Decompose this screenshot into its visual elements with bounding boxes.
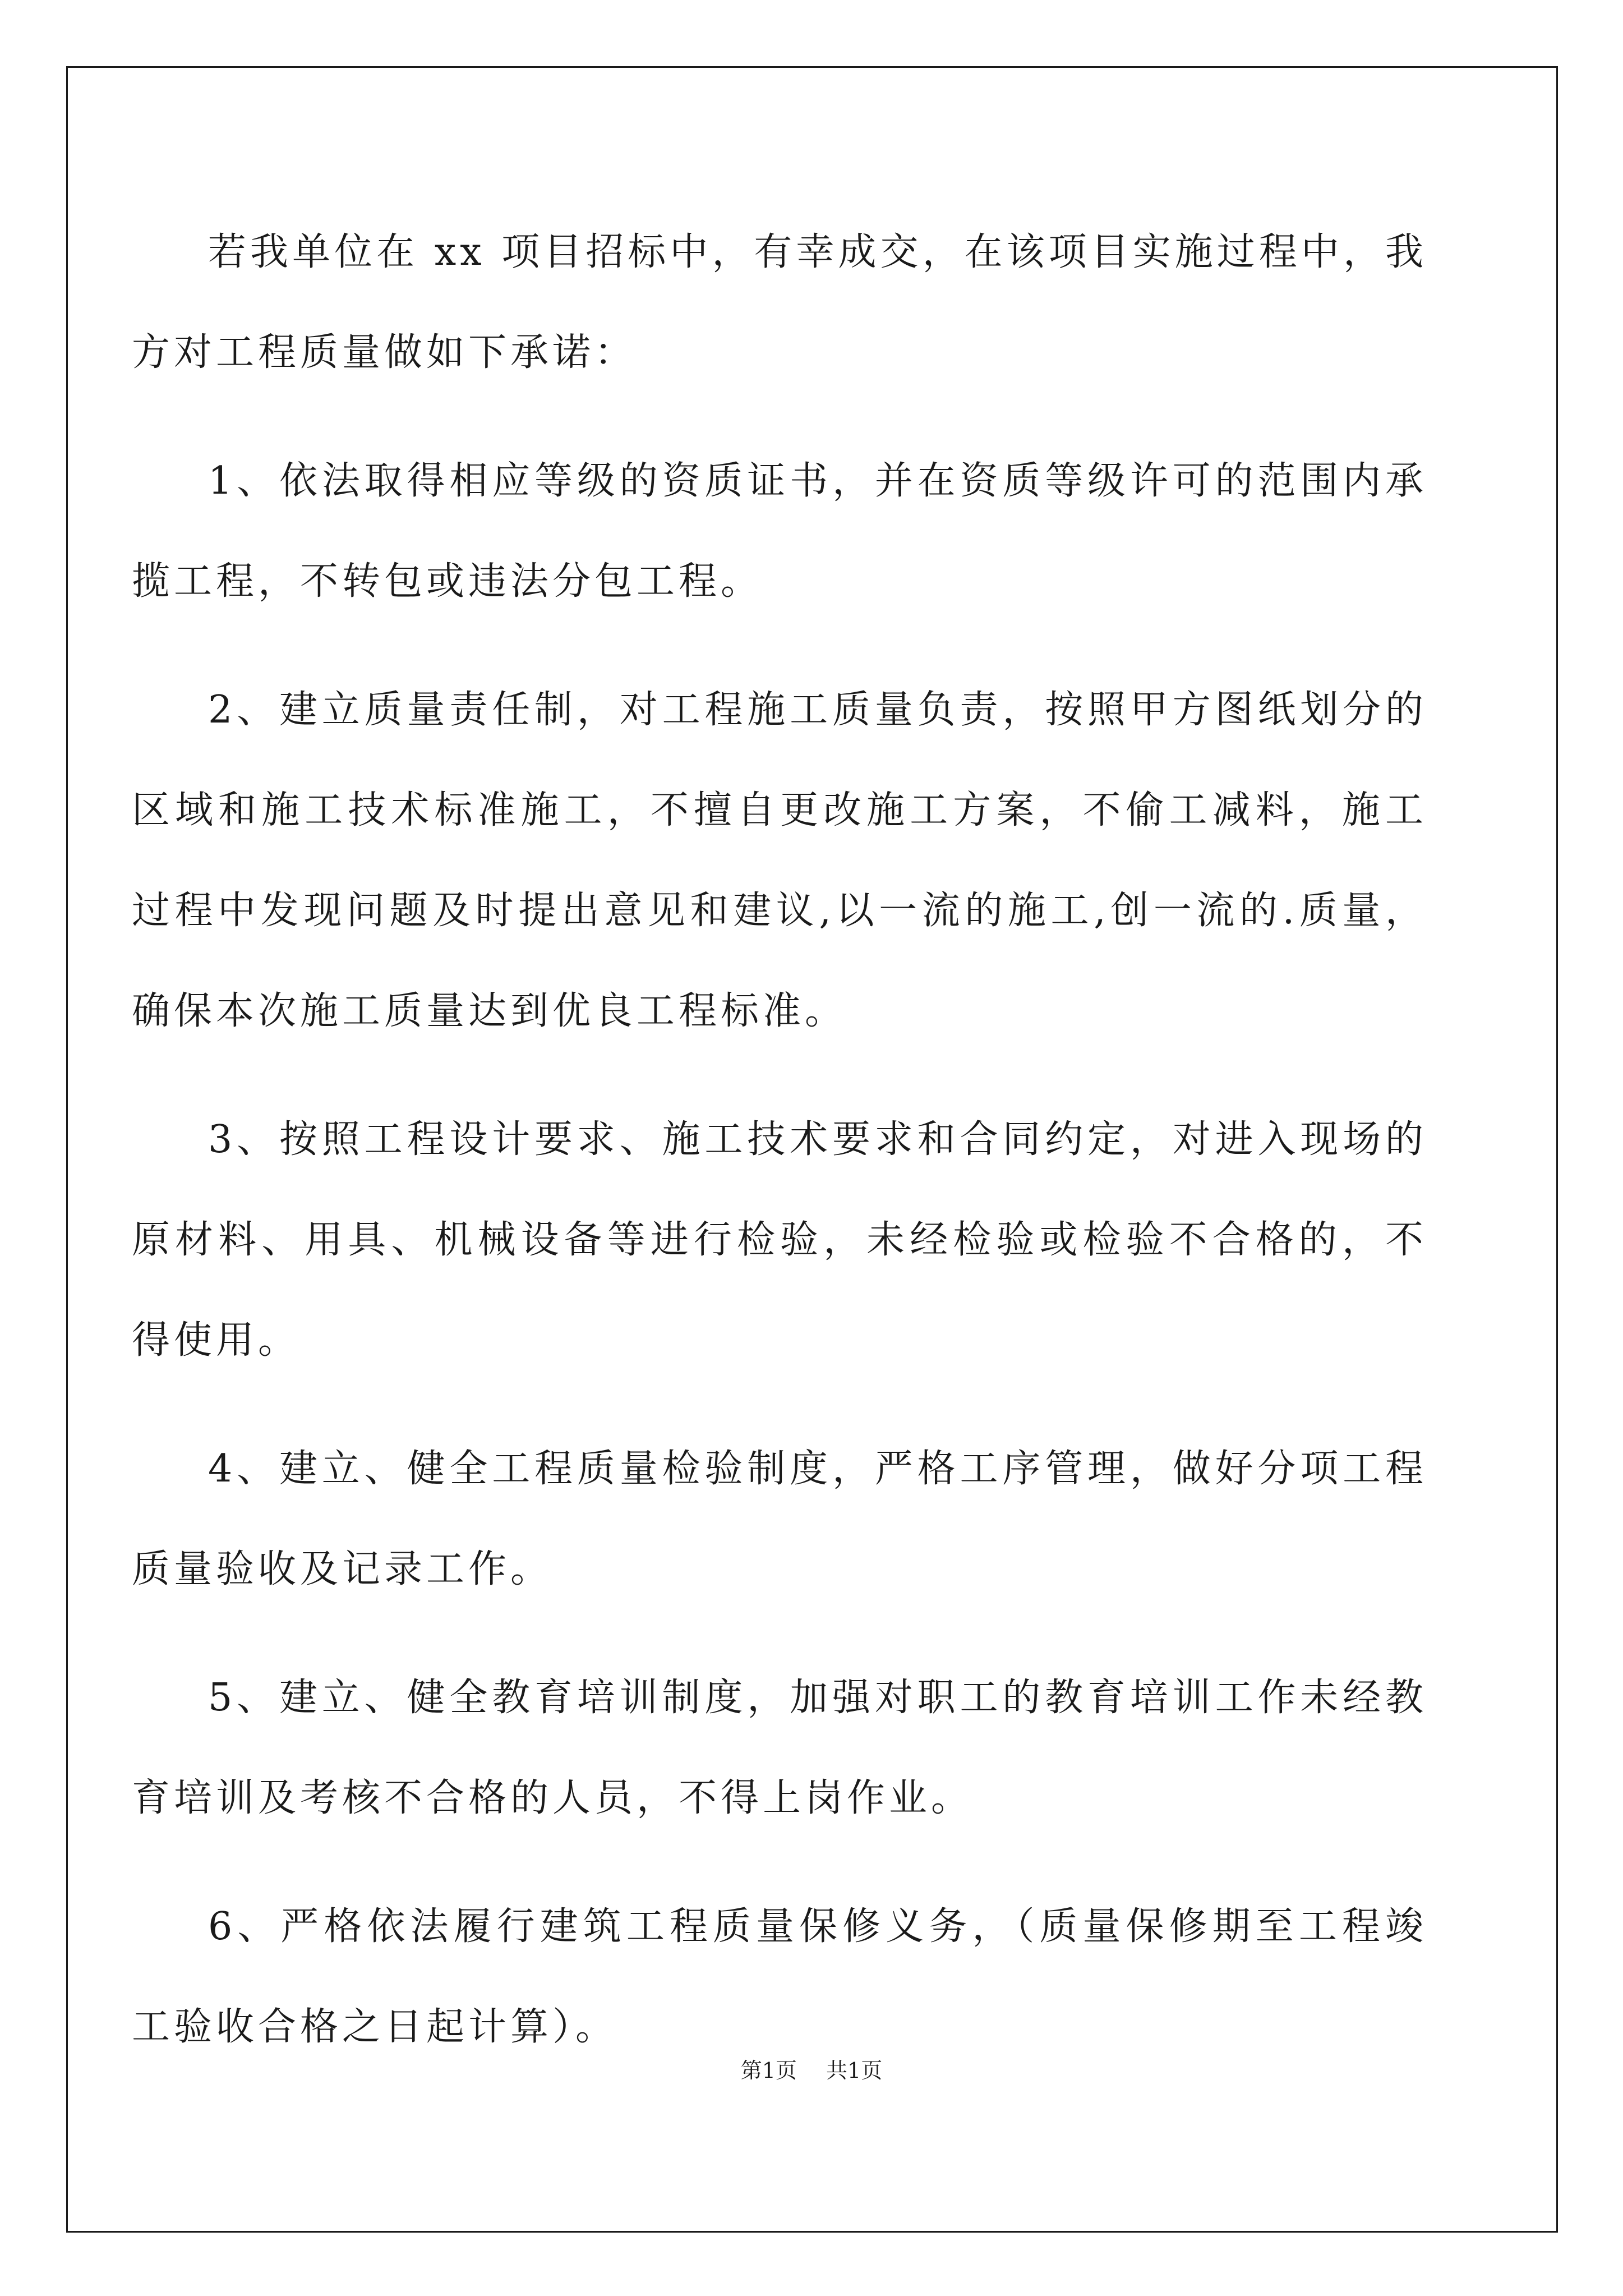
paragraph-item-1: 1、依法取得相应等级的资质证书，并在资质等级许可的范围内承揽工程，不转包或违法分包工程。 [132,459,1427,604]
paragraph-item-3: 3、按照工程设计要求、施工技术要求和合同约定，对进入现场的原材料、用具、机械设备等进行检验，未经检验或检验不合格的，不得使用。 [132,1117,1427,1363]
page-number: 第1页 [740,2058,797,2083]
page-footer [0,2053,1623,2084]
paragraph-item-6: 6、严格依法履行建筑工程质量保修义务，（质量保修期至工程竣工验收合格之日起计算）。 [132,1904,1427,2049]
document-body [132,202,1427,2105]
paragraph-intro: 若我单位在 xx 项目招标中，有幸成交，在该项目实施过程中，我方对工程质量做如下承诺： [132,230,1427,375]
paragraph-item-4: 4、建立、健全工程质量检验制度，严格工序管理，做好分项工程质量验收及记录工作。 [132,1447,1427,1591]
paragraph-item-5: 5、建立、健全教育培训制度，加强对职工的教育培训工作未经教育培训及考核不合格的人员，不得上岗作业。 [132,1676,1427,1820]
paragraph-item-2: 2、建立质量责任制，对工程施工质量负责，按照甲方图纸划分的区域和施工技术标准施工，不擅自更改施工方案，不偷工减料，施工过程中发现问题及时提出意见和建议,以一流的施工,创一流的.质量，确保本次施工质量达到优良工程标准。 [132,688,1427,1033]
page-total: 共1页 [826,2058,883,2083]
